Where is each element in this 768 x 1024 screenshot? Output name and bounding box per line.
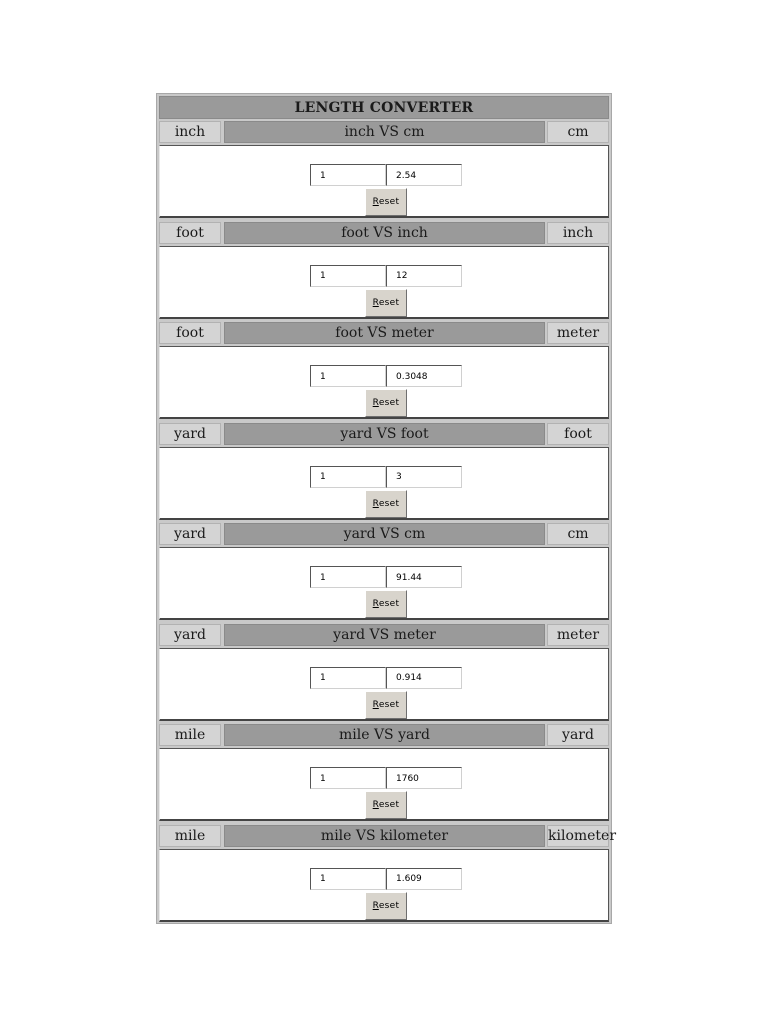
right-unit-label: meter — [547, 322, 609, 344]
right-unit-label: cm — [547, 121, 609, 143]
right-value-input[interactable] — [386, 466, 462, 488]
reset-label-rest: eset — [378, 599, 400, 609]
reset-label-first: R — [372, 498, 379, 509]
reset-button[interactable] — [365, 490, 407, 518]
left-unit-label: mile — [159, 724, 221, 746]
conversion-body — [159, 648, 609, 721]
reset-button[interactable] — [365, 791, 407, 819]
left-unit-label: yard — [159, 423, 221, 445]
conversion-section-5 — [157, 523, 611, 624]
conversion-section-4 — [157, 423, 611, 524]
right-value-input[interactable] — [386, 868, 462, 890]
conversion-body — [159, 246, 609, 319]
right-value-input[interactable] — [386, 767, 462, 789]
right-unit-label: cm — [547, 523, 609, 545]
reset-label-rest: eset — [378, 900, 400, 911]
left-value-input[interactable] — [310, 365, 386, 387]
reset-button[interactable] — [365, 389, 407, 417]
reset-label-rest: eset — [378, 800, 400, 810]
right-value-input[interactable] — [386, 365, 462, 387]
conversion-section-6 — [157, 624, 611, 725]
left-value-input[interactable] — [310, 265, 386, 287]
conversion-label: mile VS kilometer — [224, 825, 545, 847]
left-value-input[interactable] — [310, 566, 386, 588]
left-unit-label: mile — [159, 825, 221, 847]
right-unit-label: inch — [547, 222, 609, 244]
reset-label-rest: eset — [378, 699, 400, 710]
right-value-input[interactable] — [386, 566, 462, 588]
reset-label-first: R — [372, 197, 379, 207]
conversion-label: foot VS meter — [224, 322, 545, 344]
left-unit-label: foot — [159, 322, 221, 344]
left-value-input[interactable] — [310, 164, 386, 186]
conversion-label: foot VS inch — [224, 222, 545, 244]
conversion-body — [159, 447, 609, 520]
right-unit-label: yard — [547, 724, 609, 746]
conversion-section-7 — [157, 724, 611, 825]
left-value-input[interactable] — [310, 667, 386, 689]
reset-button[interactable] — [365, 691, 407, 719]
conversion-body — [159, 748, 609, 821]
reset-label-rest: eset — [378, 297, 400, 308]
conversion-label: yard VS cm — [224, 523, 545, 545]
conversion-label: yard VS foot — [224, 423, 545, 445]
left-unit-label: inch — [159, 121, 221, 143]
right-unit-label: kilometer — [547, 825, 609, 847]
left-value-input[interactable] — [310, 466, 386, 488]
right-value-input[interactable] — [386, 164, 462, 186]
conversion-body — [159, 346, 609, 419]
reset-label-first: R — [372, 398, 379, 408]
conversion-section-1 — [157, 121, 611, 222]
right-unit-label: foot — [547, 423, 609, 445]
right-value-input[interactable] — [386, 667, 462, 689]
reset-label-first: R — [372, 900, 379, 911]
reset-label-first: R — [372, 699, 379, 710]
reset-button[interactable] — [365, 590, 407, 618]
reset-label-rest: eset — [378, 398, 400, 408]
conversion-section-3 — [157, 322, 611, 423]
conversion-body — [159, 849, 609, 922]
right-unit-label: meter — [547, 624, 609, 646]
length-converter-panel — [156, 93, 617, 924]
reset-button[interactable] — [365, 188, 407, 216]
left-value-input[interactable] — [310, 767, 386, 789]
conversion-label: mile VS yard — [224, 724, 545, 746]
conversion-body — [159, 547, 609, 620]
left-unit-label: foot — [159, 222, 221, 244]
right-value-input[interactable] — [386, 265, 462, 287]
reset-label-rest: eset — [378, 498, 400, 509]
reset-label-first: R — [372, 800, 379, 810]
conversion-label: yard VS meter — [224, 624, 545, 646]
left-value-input[interactable] — [310, 868, 386, 890]
reset-label-first: R — [372, 599, 379, 609]
left-unit-label: yard — [159, 523, 221, 545]
reset-label-rest: eset — [378, 197, 400, 207]
conversion-section-2 — [157, 222, 611, 323]
reset-button[interactable] — [365, 289, 407, 317]
converter-title: LENGTH CONVERTER — [159, 96, 609, 119]
left-unit-label: yard — [159, 624, 221, 646]
conversion-label: inch VS cm — [224, 121, 545, 143]
conversion-body — [159, 145, 609, 218]
reset-button[interactable] — [365, 892, 407, 920]
reset-label-first: R — [372, 297, 379, 308]
conversion-section-8 — [157, 825, 617, 926]
